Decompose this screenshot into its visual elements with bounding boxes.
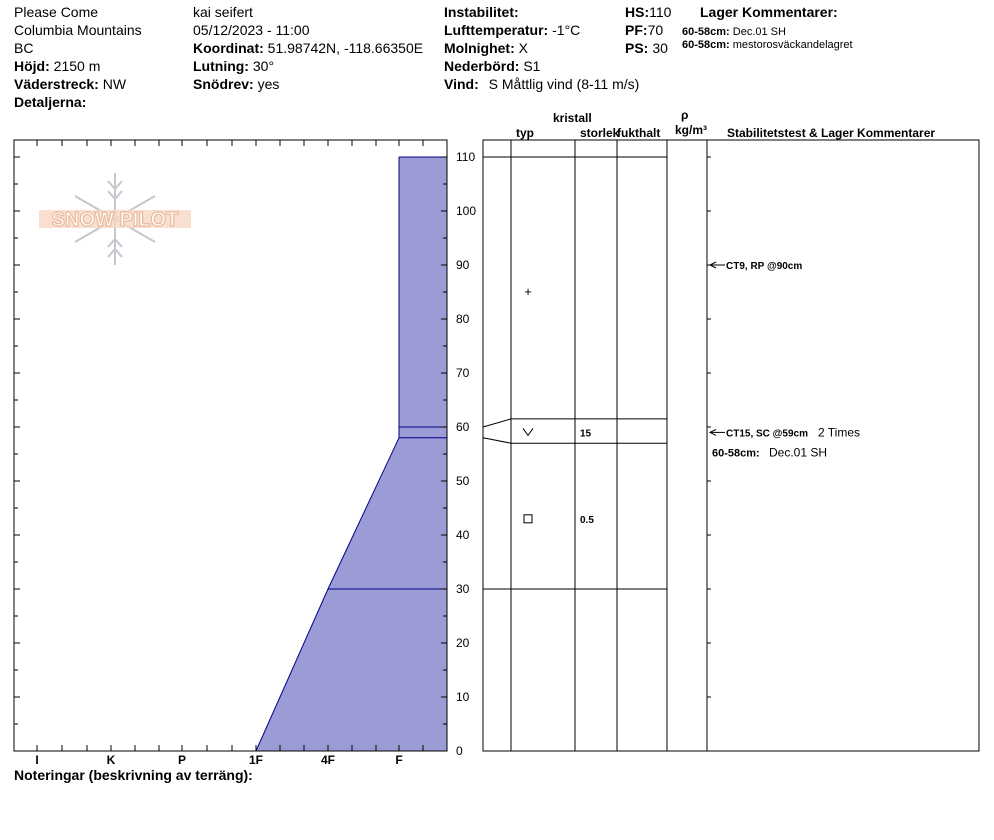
y-tick-label: 20 xyxy=(456,636,470,650)
rho-header: ρ xyxy=(681,108,689,122)
layer-table xyxy=(483,140,979,751)
details-label: Detaljerna: xyxy=(14,94,87,110)
y-tick-label: 0 xyxy=(456,744,463,758)
location-name: Please Come xyxy=(14,4,99,20)
hardness-tick-label: K xyxy=(106,753,116,767)
layer-comment-2-text: mestorosväckandelagret xyxy=(732,39,853,51)
hs-label: HS: xyxy=(625,4,650,20)
grain-type-new-snow-icon: + xyxy=(524,284,532,299)
hardness-profile-area xyxy=(256,157,447,751)
ps-label: PS: xyxy=(625,40,649,56)
stability-layer-comment-text: Dec.01 SH xyxy=(769,445,828,460)
layer-connector xyxy=(483,438,511,443)
type-header: typ xyxy=(516,126,534,140)
aspect-value: NW xyxy=(102,76,127,92)
pf-value: 70 xyxy=(647,22,664,38)
wind-label: Vind: xyxy=(444,76,479,92)
coordinate-value: 51.98742N, -118.66350E xyxy=(267,40,424,56)
precip-label: Nederbörd: xyxy=(444,58,520,74)
size-header: storlek xyxy=(580,126,620,140)
pf-label: PF: xyxy=(625,22,648,38)
layer-comment-1-depth: 60-58cm: xyxy=(682,26,730,38)
hardness-tick-label: F xyxy=(395,753,403,767)
stability-test-label: CT9, RP @90cm xyxy=(726,261,803,272)
y-tick-label: 80 xyxy=(456,312,470,326)
y-tick-label: 90 xyxy=(456,258,470,272)
sky-value: X xyxy=(518,40,528,56)
elevation-label: Höjd: xyxy=(14,58,50,74)
hardness-tick-label: I xyxy=(35,753,39,767)
layer-comment-2-depth: 60-58cm: xyxy=(682,39,730,51)
datetime: 05/12/2023 - 11:00 xyxy=(193,22,310,38)
y-tick-label: 50 xyxy=(456,474,470,488)
slope-value: 30° xyxy=(252,58,275,74)
grain-type-square-icon xyxy=(524,515,532,523)
hs-value: 110 xyxy=(649,4,672,20)
drift-value: yes xyxy=(257,76,280,92)
layer-connector xyxy=(483,419,511,427)
hardness-tick-label: 1F xyxy=(248,753,264,767)
layer-comment-1-text: Dec.01 SH xyxy=(732,26,786,38)
y-tick-label: 40 xyxy=(456,528,470,542)
hardness-tick-label: 4F xyxy=(320,753,336,767)
y-tick-label: 10 xyxy=(456,690,470,704)
y-tick-label: 110 xyxy=(456,150,476,164)
stability-layer-comment-depth: 60-58cm: xyxy=(712,447,760,460)
drift-label: Snödrev: xyxy=(193,76,254,92)
density-unit-header: kg/m³ xyxy=(675,123,708,137)
stability-test-extra: 2 Times xyxy=(818,425,861,440)
instability-label: Instabilitet: xyxy=(444,4,519,20)
aspect-label: Väderstreck: xyxy=(14,76,99,92)
air-temp-label: Lufttemperatur: xyxy=(444,22,549,38)
logo-text: SNOW PILOT xyxy=(51,209,179,231)
coordinate-label: Koordinat: xyxy=(193,40,264,56)
stability-header: Stabilitetstest & Lager Kommentarer xyxy=(727,126,936,140)
y-tick-label: 30 xyxy=(456,582,470,596)
moisture-header: fukthalt xyxy=(617,126,661,140)
slope-label: Lutning: xyxy=(193,58,249,74)
mountain-range: Columbia Mountains xyxy=(14,22,142,38)
y-tick-label: 70 xyxy=(456,366,470,380)
region: BC xyxy=(14,40,34,56)
crystal-header: kristall xyxy=(553,111,592,125)
y-tick-label: 60 xyxy=(456,420,470,434)
hardness-chart xyxy=(14,140,476,767)
layer-table-frame xyxy=(483,140,979,751)
grain-size-label: 0.5 xyxy=(580,514,594,526)
y-tick-label: 100 xyxy=(456,204,477,218)
footer-notes-label: Noteringar (beskrivning av terräng): xyxy=(14,767,253,783)
wind-value: S Måttlig vind (8-11 m/s) xyxy=(488,76,640,92)
elevation-value: 2150 m xyxy=(53,58,101,74)
layer-comments-title: Lager Kommentarer: xyxy=(700,4,838,20)
hardness-tick-label: P xyxy=(177,753,187,767)
air-temp-value: -1°C xyxy=(552,22,581,38)
grain-type-surface-hoar-icon xyxy=(523,428,533,435)
observer: kai seifert xyxy=(193,4,253,20)
grain-size-label: 15 xyxy=(580,428,592,440)
sky-label: Molnighet: xyxy=(444,40,515,56)
snowpilot-logo xyxy=(39,173,191,265)
ps-value: 30 xyxy=(652,40,668,56)
precip-value: S1 xyxy=(523,58,541,74)
stability-test-label: CT15, SC @59cm xyxy=(726,428,809,440)
